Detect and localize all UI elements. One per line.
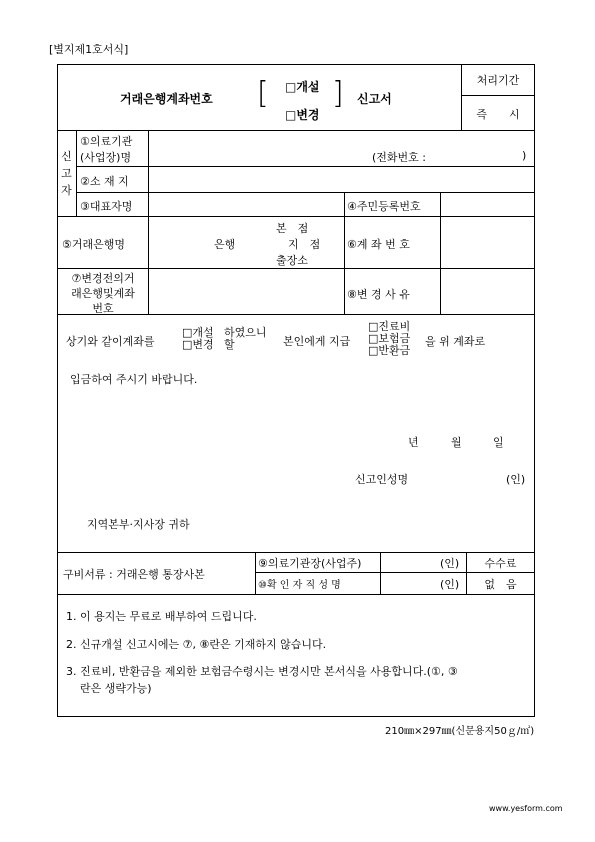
institution-name-field[interactable] [150, 132, 360, 164]
head-seal: (인) [440, 557, 460, 570]
representative-field[interactable] [150, 194, 342, 214]
side-col-divider [76, 130, 77, 216]
body-suffix-2: 할 [224, 338, 235, 351]
date-month: 월 [451, 436, 462, 449]
bracket-right: ] [332, 76, 344, 111]
change-reason-label: ⑧변 경 사 유 [347, 288, 410, 301]
representative-label: ③대표자명 [80, 200, 133, 213]
paper-spec: 210㎜×297㎜(신문용지50ｇ/㎡) [385, 726, 535, 737]
bracket-left: [ [257, 76, 269, 111]
body-opt-open: □개설 [182, 326, 214, 339]
processing-label: 처리기간 [476, 74, 520, 87]
required-docs: 구비서류 : 거래은행 통장사본 [63, 568, 205, 581]
body-sentence-1: 상기와 같이계좌를 [66, 335, 155, 348]
signer-field[interactable] [418, 468, 504, 486]
institution-label-1: ①의료기관 [80, 135, 133, 148]
option-open: □개설 [285, 80, 320, 94]
resident-no-field[interactable] [442, 194, 532, 214]
bottom-mid-row [255, 572, 534, 573]
pay-option-2: □보험금 [368, 332, 411, 345]
bank-label: ⑤거래은행명 [62, 238, 125, 251]
pay-option-3: □반환금 [368, 344, 411, 357]
signer-seal: (인) [506, 473, 526, 486]
form-id: [별지제1호서식] [49, 43, 129, 56]
prev-account-label-2: 래은행및계좌 [71, 287, 135, 300]
branch-office: 출장소 [276, 254, 308, 267]
note-1: 1. 이 용지는 무료로 배부하여 드립니다. [66, 610, 257, 623]
body-sentence-3: 을 위 계좌로 [425, 335, 486, 348]
pay-option-1: □진료비 [368, 320, 411, 333]
date-day: 일 [493, 436, 504, 449]
label-col-divider [148, 130, 149, 216]
address-field[interactable] [150, 168, 532, 190]
bottom-divider-1 [255, 552, 256, 594]
resident-no-label: ④주민등록번호 [347, 200, 421, 213]
account-label: ⑥계 좌 번 호 [347, 238, 410, 251]
bank-mid-divider [344, 216, 345, 314]
bank-label-divider [148, 216, 149, 314]
row4-bottom [57, 268, 534, 269]
head-label: ⑨의료기관장(사업주) [258, 557, 362, 570]
declarant-side-label-text: 신고자 [61, 150, 72, 197]
rep-mid-divider [344, 192, 345, 216]
form-title-right: 신고서 [357, 92, 392, 106]
bank-mid-divider-2 [440, 216, 441, 314]
processing-value: 즉 시 [476, 108, 520, 121]
processing-divider [461, 95, 534, 96]
prev-account-label-1: ⑦변경전의거 [71, 272, 135, 285]
note-2: 2. 신규개설 신고시에는 ⑦, ⑧란은 기재하지 않습니다. [66, 638, 327, 651]
row3-bottom [57, 216, 534, 217]
row1-bottom [76, 166, 534, 167]
phone-close: ) [522, 149, 527, 162]
prev-account-field[interactable] [150, 270, 342, 312]
note-3: 3. 진료비, 반환금을 제외한 보험금수령시는 변경시만 본서식을 사용합니다.(①, ③ [66, 665, 458, 678]
signer-label: 신고인성명 [355, 473, 409, 486]
date-year: 년 [408, 436, 419, 449]
declarant-side-label [57, 148, 76, 199]
option-change: □변경 [285, 108, 320, 122]
change-reason-field[interactable] [442, 270, 532, 312]
row2-bottom [76, 192, 534, 193]
bottom-table-bottom [57, 594, 534, 595]
address-label: ②소 재 지 [80, 175, 129, 188]
bottom-divider-2 [380, 552, 381, 594]
bottom-table-top [57, 552, 534, 553]
bank-word: 은행 [214, 238, 236, 251]
prev-account-label-3: 번호 [92, 302, 114, 315]
branch-main: 본 점 [276, 222, 309, 235]
phone-label: (전화번호 : [372, 151, 426, 164]
note-3-cont: 란은 생략가능) [80, 682, 152, 695]
form-title-left: 거래은행계좌번호 [120, 92, 213, 106]
body-sentence-4: 입금하여 주시기 바랍니다. [70, 373, 198, 386]
header-bottom-line [57, 130, 534, 131]
account-field[interactable] [442, 218, 532, 266]
fee-label: 수수료 [484, 557, 517, 570]
institution-label-2: (사업장)명 [80, 151, 132, 164]
body-suffix-1: 하였으니 [224, 326, 267, 339]
addressee: 지역본부·지사장 귀하 [87, 518, 190, 531]
body-opt-change: □변경 [182, 338, 214, 351]
rep-mid-divider-2 [440, 192, 441, 216]
confirm-label: ⑩확 인 자 직 성 명 [258, 580, 341, 591]
fee-value: 없 음 [484, 578, 517, 591]
branch-branch: 지 점 [288, 238, 321, 251]
body-sentence-2: 본인에게 지급 [283, 335, 351, 348]
website: www.yesform.com [489, 804, 563, 813]
confirm-seal: (인) [440, 578, 460, 591]
